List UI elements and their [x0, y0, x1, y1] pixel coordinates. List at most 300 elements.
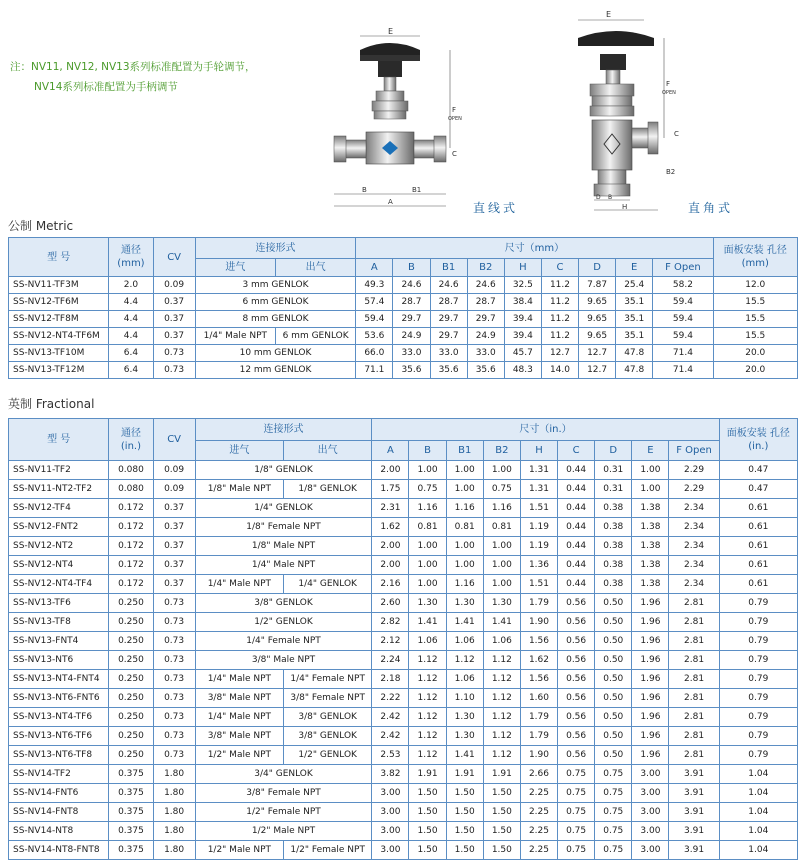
- cell-dim: 1.79: [520, 594, 557, 613]
- cell-dim: 2.12: [372, 632, 409, 651]
- cell-dim: 2.25: [520, 822, 557, 841]
- cell-orifice: 0.172: [109, 556, 153, 575]
- cell-orifice: 4.4: [109, 294, 153, 311]
- cell-cv: 0.73: [153, 670, 195, 689]
- cell-dim: 45.7: [504, 345, 541, 362]
- cell-model: SS-NV14-NT8-FNT8: [9, 841, 109, 860]
- cell-dim: 1.96: [632, 613, 669, 632]
- cell-dim: 2.24: [372, 651, 409, 670]
- dim-open-label: OPEN: [662, 90, 676, 96]
- cell-dim: 1.50: [483, 822, 520, 841]
- cell-dim: 1.96: [632, 594, 669, 613]
- cell-dim: 3.91: [669, 803, 719, 822]
- cell-dim: 3.82: [372, 765, 409, 784]
- cell-dim: 0.50: [595, 632, 632, 651]
- cell-panel: 0.79: [719, 689, 797, 708]
- cell-dim: 0.38: [595, 518, 632, 537]
- cell-dim: 11.2: [541, 328, 578, 345]
- cell-dim: 2.18: [372, 670, 409, 689]
- cell-dim: 59.4: [653, 328, 713, 345]
- cell-dim: 0.44: [558, 537, 595, 556]
- cell-dim: 59.4: [356, 311, 393, 328]
- cell-panel: 1.04: [719, 822, 797, 841]
- col-dim-h: H: [520, 441, 557, 461]
- cell-dim: 32.5: [504, 277, 541, 294]
- cell-model: SS-NV12-TF6M: [9, 294, 109, 311]
- cell-dim: 0.75: [558, 841, 595, 860]
- cell-dim: 1.00: [483, 556, 520, 575]
- cell-dim: 2.60: [372, 594, 409, 613]
- cell-dim: 0.56: [558, 689, 595, 708]
- cell-model: SS-NV13-NT4-TF6: [9, 708, 109, 727]
- cell-dim: 9.65: [579, 328, 616, 345]
- cell-outlet: 6 mm GENLOK: [275, 328, 355, 345]
- cell-cv: 0.73: [153, 727, 195, 746]
- cell-connection: 1/4" GENLOK: [195, 499, 372, 518]
- table-row: [9, 328, 798, 345]
- cell-dim: 2.81: [669, 689, 719, 708]
- cell-model: SS-NV13-TF6: [9, 594, 109, 613]
- cell-dim: 28.7: [393, 294, 430, 311]
- cell-model: SS-NV11-NT2-TF2: [9, 480, 109, 499]
- cell-dim: 3.00: [632, 784, 669, 803]
- dim-b-label: B: [362, 186, 367, 194]
- cell-panel: 15.5: [713, 328, 797, 345]
- cell-dim: 1.19: [520, 537, 557, 556]
- cell-dim: 1.50: [483, 784, 520, 803]
- cell-dim: 11.2: [541, 294, 578, 311]
- cell-dim: 1.31: [520, 480, 557, 499]
- table-row: [9, 689, 798, 708]
- cell-dim: 1.19: [520, 518, 557, 537]
- cell-dim: 1.50: [409, 841, 446, 860]
- table-row: [9, 537, 798, 556]
- cell-dim: 1.50: [483, 841, 520, 860]
- cell-dim: 0.31: [595, 480, 632, 499]
- col-dim-b2: B2: [483, 441, 520, 461]
- cell-dim: 0.31: [595, 461, 632, 480]
- cell-dim: 47.8: [616, 345, 653, 362]
- cell-dim: 1.00: [446, 556, 483, 575]
- cell-dim: 1.12: [483, 746, 520, 765]
- cell-dim: 2.25: [520, 784, 557, 803]
- cell-orifice: 6.4: [109, 362, 153, 379]
- cell-dim: 2.16: [372, 575, 409, 594]
- cell-dim: 0.75: [595, 803, 632, 822]
- cell-dim: 2.81: [669, 727, 719, 746]
- cell-orifice: 6.4: [109, 345, 153, 362]
- cell-inlet: 1/4" Male NPT: [195, 670, 283, 689]
- cell-dim: 0.44: [558, 518, 595, 537]
- cell-orifice: 0.250: [109, 613, 153, 632]
- cell-dim: 0.50: [595, 594, 632, 613]
- cell-dim: 35.1: [616, 294, 653, 311]
- cell-outlet: 1/2" GENLOK: [284, 746, 372, 765]
- cell-cv: 0.73: [153, 651, 195, 670]
- cell-panel: 15.5: [713, 294, 797, 311]
- cell-dim: 1.00: [632, 461, 669, 480]
- cell-dim: 1.96: [632, 689, 669, 708]
- cell-dim: 1.91: [483, 765, 520, 784]
- dim-c-label: C: [452, 150, 457, 158]
- col-connection: 连接形式: [195, 419, 372, 441]
- cell-dim: 1.31: [520, 461, 557, 480]
- cell-connection: 3/8" Male NPT: [195, 651, 372, 670]
- cell-model: SS-NV11-TF2: [9, 461, 109, 480]
- cell-dim: 1.79: [520, 727, 557, 746]
- cell-dim: 1.30: [446, 594, 483, 613]
- cell-model: SS-NV13-NT6-TF8: [9, 746, 109, 765]
- cell-cv: 0.73: [153, 689, 195, 708]
- cell-panel: 0.79: [719, 613, 797, 632]
- cell-dim: 1.62: [372, 518, 409, 537]
- cell-dim: 1.50: [446, 841, 483, 860]
- cell-inlet: 1/4" Male NPT: [195, 575, 283, 594]
- table-row: [9, 294, 798, 311]
- cell-cv: 1.80: [153, 803, 195, 822]
- table-row: [9, 575, 798, 594]
- cell-orifice: 0.250: [109, 727, 153, 746]
- cell-dim: 1.12: [483, 727, 520, 746]
- cell-orifice: 0.250: [109, 594, 153, 613]
- cell-dim: 1.62: [520, 651, 557, 670]
- cell-model: SS-NV12-NT4-TF4: [9, 575, 109, 594]
- cell-dim: 1.30: [446, 727, 483, 746]
- cell-model: SS-NV12-NT4-TF6M: [9, 328, 109, 345]
- cell-outlet: 3/8" GENLOK: [284, 727, 372, 746]
- cell-orifice: 0.375: [109, 784, 153, 803]
- cell-dim: 0.44: [558, 575, 595, 594]
- col-outlet: 出气: [275, 259, 355, 277]
- cell-dim: 1.41: [483, 613, 520, 632]
- table-row: [9, 277, 798, 294]
- table-row: [9, 362, 798, 379]
- straight-valve-diagram: [330, 28, 460, 213]
- cell-dim: 0.38: [595, 499, 632, 518]
- cell-dim: 35.6: [393, 362, 430, 379]
- cell-dim: 1.96: [632, 746, 669, 765]
- cell-inlet: 1/4" Male NPT: [195, 708, 283, 727]
- cell-dim: 1.51: [520, 575, 557, 594]
- cell-dim: 0.44: [558, 480, 595, 499]
- cell-dim: 1.60: [520, 689, 557, 708]
- cell-dim: 2.81: [669, 613, 719, 632]
- cell-dim: 0.50: [595, 727, 632, 746]
- col-dimensions: 尺寸（in.）: [372, 419, 719, 441]
- col-dim-d: D: [579, 259, 616, 277]
- cell-orifice: 0.250: [109, 651, 153, 670]
- cell-dim: 2.82: [372, 613, 409, 632]
- cell-model: SS-NV13-FNT4: [9, 632, 109, 651]
- cell-model: SS-NV14-TF2: [9, 765, 109, 784]
- col-orifice: 通径 (in.): [109, 419, 153, 461]
- cell-dim: 0.38: [595, 575, 632, 594]
- cell-dim: 49.3: [356, 277, 393, 294]
- cell-dim: 57.4: [356, 294, 393, 311]
- cell-cv: 0.37: [153, 556, 195, 575]
- cell-outlet: 3/8" Female NPT: [284, 689, 372, 708]
- cell-dim: 3.00: [632, 765, 669, 784]
- cell-dim: 24.6: [393, 277, 430, 294]
- cell-dim: 1.00: [483, 575, 520, 594]
- col-inlet: 进气: [195, 259, 275, 277]
- table-row: [9, 784, 798, 803]
- cell-panel: 0.79: [719, 727, 797, 746]
- cell-dim: 1.38: [632, 518, 669, 537]
- cell-dim: 2.34: [669, 537, 719, 556]
- cell-dim: 3.91: [669, 784, 719, 803]
- cell-dim: 2.81: [669, 708, 719, 727]
- cell-dim: 0.81: [483, 518, 520, 537]
- cell-dim: 1.50: [409, 784, 446, 803]
- col-dim-e: E: [616, 259, 653, 277]
- cell-dim: 1.41: [446, 613, 483, 632]
- cell-connection: 3/4" GENLOK: [195, 765, 372, 784]
- cell-dim: 1.12: [409, 670, 446, 689]
- cell-dim: 1.75: [372, 480, 409, 499]
- col-dim-d: D: [595, 441, 632, 461]
- col-dim-f-open: F Open: [653, 259, 713, 277]
- cell-dim: 3.91: [669, 822, 719, 841]
- cell-model: SS-NV13-NT6: [9, 651, 109, 670]
- cell-dim: 1.06: [409, 632, 446, 651]
- cell-dim: 1.56: [520, 632, 557, 651]
- cell-panel: 1.04: [719, 803, 797, 822]
- cell-connection: 6 mm GENLOK: [195, 294, 356, 311]
- cell-dim: 35.1: [616, 328, 653, 345]
- cell-orifice: 4.4: [109, 311, 153, 328]
- cell-dim: 0.56: [558, 632, 595, 651]
- cell-dim: 14.0: [541, 362, 578, 379]
- dim-e-label: E: [606, 10, 612, 19]
- dim-b-label: B: [608, 194, 613, 201]
- cell-panel: 0.79: [719, 632, 797, 651]
- cell-orifice: 0.250: [109, 632, 153, 651]
- cell-connection: 1/8" GENLOK: [195, 461, 372, 480]
- cell-dim: 1.50: [483, 803, 520, 822]
- cell-connection: 1/4" Female NPT: [195, 632, 372, 651]
- note-line-2: NV14系列标准配置为手柄调节: [34, 81, 178, 93]
- cell-dim: 0.75: [595, 784, 632, 803]
- col-cv: CV: [153, 419, 195, 461]
- cell-dim: 2.25: [520, 841, 557, 860]
- angle-valve-diagram: [578, 8, 688, 213]
- cell-orifice: 0.080: [109, 461, 153, 480]
- cell-dim: 0.75: [595, 841, 632, 860]
- cell-dim: 1.51: [520, 499, 557, 518]
- cell-dim: 1.12: [409, 708, 446, 727]
- cell-dim: 0.81: [446, 518, 483, 537]
- cell-dim: 1.96: [632, 708, 669, 727]
- cell-orifice: 0.080: [109, 480, 153, 499]
- col-dim-c: C: [541, 259, 578, 277]
- cell-cv: 0.09: [153, 277, 195, 294]
- col-cv: CV: [153, 238, 195, 277]
- cell-dim: 0.50: [595, 708, 632, 727]
- col-dim-e: E: [632, 441, 669, 461]
- cell-dim: 28.7: [467, 294, 504, 311]
- cell-outlet: 3/8" GENLOK: [284, 708, 372, 727]
- cell-dim: 1.12: [409, 651, 446, 670]
- cell-dim: 1.00: [409, 575, 446, 594]
- col-dim-c: C: [558, 441, 595, 461]
- cell-connection: 1/8" Male NPT: [195, 537, 372, 556]
- cell-dim: 1.38: [632, 556, 669, 575]
- cell-dim: 33.0: [393, 345, 430, 362]
- cell-dim: 2.81: [669, 670, 719, 689]
- cell-dim: 59.4: [653, 294, 713, 311]
- cell-orifice: 0.375: [109, 765, 153, 784]
- cell-dim: 47.8: [616, 362, 653, 379]
- cell-dim: 0.75: [483, 480, 520, 499]
- cell-connection: 3/8" Female NPT: [195, 784, 372, 803]
- cell-cv: 0.37: [153, 499, 195, 518]
- cell-dim: 12.7: [541, 345, 578, 362]
- cell-cv: 0.37: [153, 294, 195, 311]
- cell-panel: 0.61: [719, 499, 797, 518]
- cell-dim: 0.38: [595, 556, 632, 575]
- cell-dim: 1.12: [409, 727, 446, 746]
- cell-dim: 1.38: [632, 499, 669, 518]
- cell-dim: 12.7: [579, 345, 616, 362]
- col-dim-a: A: [356, 259, 393, 277]
- cell-dim: 29.7: [430, 311, 467, 328]
- cell-dim: 2.66: [520, 765, 557, 784]
- cell-model: SS-NV14-NT8: [9, 822, 109, 841]
- col-inlet: 进气: [195, 441, 283, 461]
- cell-dim: 0.81: [409, 518, 446, 537]
- col-dim-b: B: [393, 259, 430, 277]
- cell-dim: 0.75: [409, 480, 446, 499]
- cell-orifice: 0.250: [109, 670, 153, 689]
- cell-cv: 0.37: [153, 518, 195, 537]
- cell-dim: 0.44: [558, 499, 595, 518]
- col-dim-b1: B1: [446, 441, 483, 461]
- cell-dim: 7.87: [579, 277, 616, 294]
- cell-panel: 0.79: [719, 670, 797, 689]
- cell-dim: 2.42: [372, 727, 409, 746]
- cell-panel: 0.61: [719, 537, 797, 556]
- cell-panel: 0.79: [719, 746, 797, 765]
- cell-panel: 1.04: [719, 784, 797, 803]
- cell-dim: 3.91: [669, 841, 719, 860]
- cell-panel: 20.0: [713, 362, 797, 379]
- cell-dim: 3.00: [372, 822, 409, 841]
- dim-h-label: H: [622, 203, 628, 211]
- cell-dim: 1.96: [632, 727, 669, 746]
- cell-dim: 1.00: [446, 480, 483, 499]
- cell-inlet: 1/4" Male NPT: [195, 328, 275, 345]
- cell-dim: 1.50: [409, 822, 446, 841]
- cell-dim: 66.0: [356, 345, 393, 362]
- cell-dim: 2.42: [372, 708, 409, 727]
- cell-cv: 1.80: [153, 822, 195, 841]
- cell-dim: 33.0: [430, 345, 467, 362]
- dim-open-label: OPEN: [448, 116, 462, 122]
- cell-connection: 3/8" GENLOK: [195, 594, 372, 613]
- cell-dim: 1.96: [632, 651, 669, 670]
- cell-dim: 0.75: [558, 784, 595, 803]
- cell-dim: 1.12: [483, 651, 520, 670]
- cell-orifice: 0.172: [109, 518, 153, 537]
- col-orifice: 通径 (mm): [109, 238, 153, 277]
- cell-dim: 0.50: [595, 689, 632, 708]
- cell-model: SS-NV12-NT2: [9, 537, 109, 556]
- cell-dim: 3.00: [372, 803, 409, 822]
- col-dim-a: A: [372, 441, 409, 461]
- cell-dim: 24.6: [467, 277, 504, 294]
- cell-model: SS-NV13-NT4-FNT4: [9, 670, 109, 689]
- cell-dim: 3.00: [372, 784, 409, 803]
- cell-dim: 1.50: [409, 803, 446, 822]
- cell-dim: 1.06: [446, 632, 483, 651]
- cell-panel: 0.79: [719, 651, 797, 670]
- cell-panel: 12.0: [713, 277, 797, 294]
- cell-dim: 0.44: [558, 461, 595, 480]
- cell-dim: 1.12: [483, 670, 520, 689]
- cell-dim: 59.4: [653, 311, 713, 328]
- cell-dim: 35.1: [616, 311, 653, 328]
- cell-dim: 3.00: [632, 822, 669, 841]
- cell-dim: 1.79: [520, 708, 557, 727]
- cell-dim: 2.34: [669, 499, 719, 518]
- dim-a-label: A: [388, 198, 393, 206]
- table-row: [9, 841, 798, 860]
- cell-panel: 1.04: [719, 841, 797, 860]
- cell-dim: 1.12: [409, 689, 446, 708]
- cell-connection: 1/2" GENLOK: [195, 613, 372, 632]
- metric-section-title: 公制 Metric: [8, 219, 74, 233]
- cell-model: SS-NV13-TF10M: [9, 345, 109, 362]
- angle-caption: 直角式: [688, 201, 734, 215]
- cell-model: SS-NV14-FNT8: [9, 803, 109, 822]
- col-dim-b2: B2: [467, 259, 504, 277]
- col-panel: 面板安装 孔径 (in.): [719, 419, 797, 461]
- col-panel: 面板安装 孔径 (mm): [713, 238, 797, 277]
- cell-dim: 1.00: [483, 537, 520, 556]
- table-row: [9, 311, 798, 328]
- cell-dim: 0.56: [558, 746, 595, 765]
- cell-dim: 3.00: [372, 841, 409, 860]
- cell-connection: 1/2" Male NPT: [195, 822, 372, 841]
- fractional-section-title: 英制 Fractional: [8, 397, 95, 411]
- cell-dim: 1.06: [483, 632, 520, 651]
- cell-connection: 3 mm GENLOK: [195, 277, 356, 294]
- cell-dim: 2.31: [372, 499, 409, 518]
- metric-table: [8, 237, 798, 379]
- cell-panel: 0.47: [719, 480, 797, 499]
- cell-dim: 11.2: [541, 311, 578, 328]
- cell-orifice: 0.172: [109, 499, 153, 518]
- table-row: [9, 461, 798, 480]
- cell-dim: 35.6: [430, 362, 467, 379]
- cell-dim: 1.41: [409, 613, 446, 632]
- cell-model: SS-NV11-TF3M: [9, 277, 109, 294]
- dim-f-label: F: [666, 80, 671, 88]
- cell-connection: 1/4" Male NPT: [195, 556, 372, 575]
- cell-dim: 0.50: [595, 651, 632, 670]
- dim-d-label: D: [596, 194, 601, 201]
- cell-dim: 1.91: [446, 765, 483, 784]
- cell-panel: 20.0: [713, 345, 797, 362]
- cell-dim: 1.90: [520, 613, 557, 632]
- cell-dim: 12.7: [579, 362, 616, 379]
- table-row: [9, 708, 798, 727]
- table-row: [9, 746, 798, 765]
- cell-model: SS-NV13-NT6-TF6: [9, 727, 109, 746]
- cell-inlet: 3/8" Male NPT: [195, 727, 283, 746]
- cell-dim: 2.00: [372, 537, 409, 556]
